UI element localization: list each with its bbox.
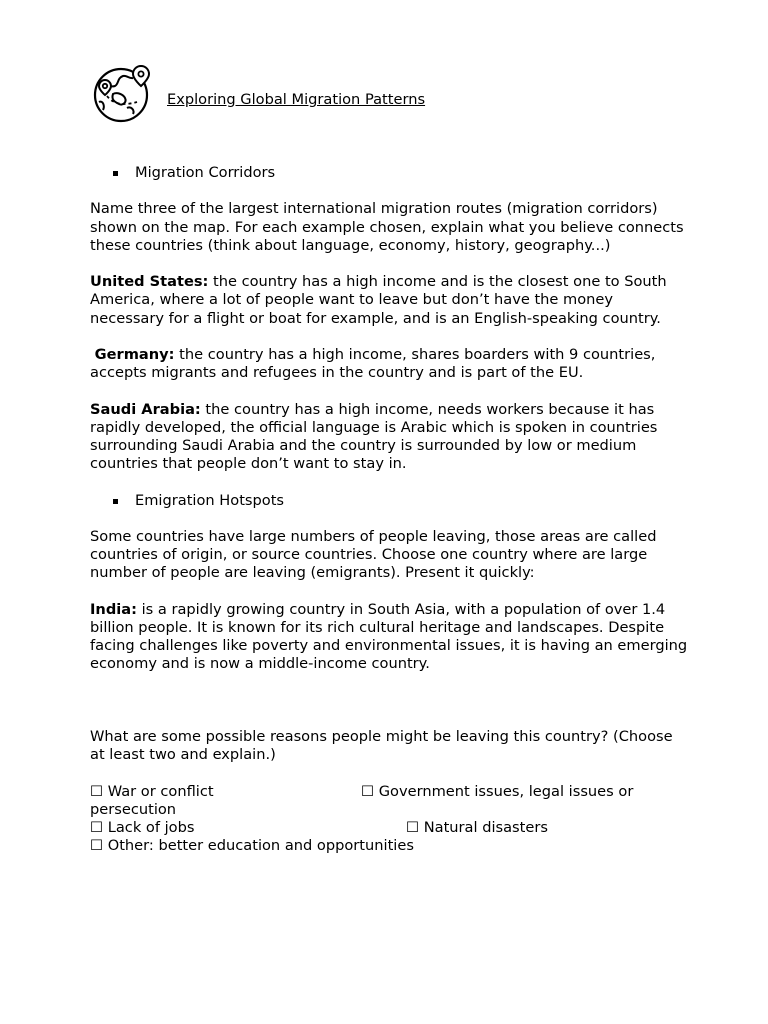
checkbox-government-issues[interactable]: ☐ Government issues, legal issues or — [361, 782, 634, 800]
globe-with-location-pins-icon — [93, 64, 153, 124]
square-bullet-icon — [113, 171, 118, 176]
government-option-continued: persecution — [90, 800, 177, 818]
answer-country-label: Germany: — [94, 345, 175, 363]
section-bullet-emigration-hotspots — [90, 492, 690, 510]
worksheet-title: Exploring Global Migration Patterns — [167, 91, 426, 108]
checkbox-war-or-conflict[interactable]: ☐ War or conflict — [90, 782, 214, 800]
worksheet-header — [93, 64, 693, 126]
answer-country-label: India: — [90, 600, 137, 618]
corridors-prompt: Name three of the largest international migration routes (migration corridors) shown on the map. For each example chosen, explain what you believe connects these countries (think about language, economy, history, geography...) — [90, 200, 684, 254]
square-bullet-icon — [113, 499, 118, 504]
bullet-label: Emigration Hotspots — [135, 491, 285, 509]
section-bullet-migration-corridors — [90, 164, 690, 182]
checkbox-other[interactable]: ☐ Other: better education and opportunities — [90, 837, 414, 855]
answer-country-label: Saudi Arabia: — [90, 400, 201, 418]
checkbox-row-continued — [90, 801, 690, 819]
checkbox-row — [90, 837, 690, 855]
answer-germany — [90, 346, 690, 382]
checkbox-natural-disasters[interactable]: ☐ Natural disasters — [406, 819, 548, 837]
reasons-question: What are some possible reasons people might be leaving this country? (Choose at least two and explain.) — [90, 728, 673, 764]
bullet-label: Migration Corridors — [135, 164, 276, 181]
answer-united-states — [90, 273, 690, 328]
checkbox-row — [90, 819, 690, 837]
worksheet-content — [90, 164, 690, 856]
answer-india — [90, 601, 690, 674]
checkbox-row — [90, 783, 690, 801]
checkbox-lack-of-jobs[interactable]: ☐ Lack of jobs — [90, 819, 195, 837]
answer-text: is a rapidly growing country in South Asia, with a population of over 1.4 billion people. It is known for its rich cultural heritage and landscapes. Despite facing challenges like poverty and environmental issues, it is having an emerging economy and is now a middle-income country. — [90, 600, 688, 673]
answer-text: the country has a high income and is the closest one to South America, where a lot of people want to leave but don’t have the money necessary for a flight or boat for example, and is an English-speaking country. — [90, 273, 667, 327]
answer-text: the country has a high income, shares boarders with 9 countries, accepts migrants and refugees in the country and is part of the EU. — [90, 345, 656, 382]
answer-country-label: United States: — [90, 273, 209, 291]
hotspots-prompt: Some countries have large numbers of people leaving, those areas are called countries of origin, or source countries. Choose one country where are large number of people are leaving (emigrants). Present it quickly: — [90, 527, 657, 582]
answer-saudi-arabia — [90, 401, 690, 474]
answer-text: the country has a high income, needs workers because it has rapidly developed, the official language is Arabic which is spoken in countries surrounding Saudi Arabia and the country is surrounded by low or medium countries that people don’t want to stay in. — [90, 400, 658, 473]
